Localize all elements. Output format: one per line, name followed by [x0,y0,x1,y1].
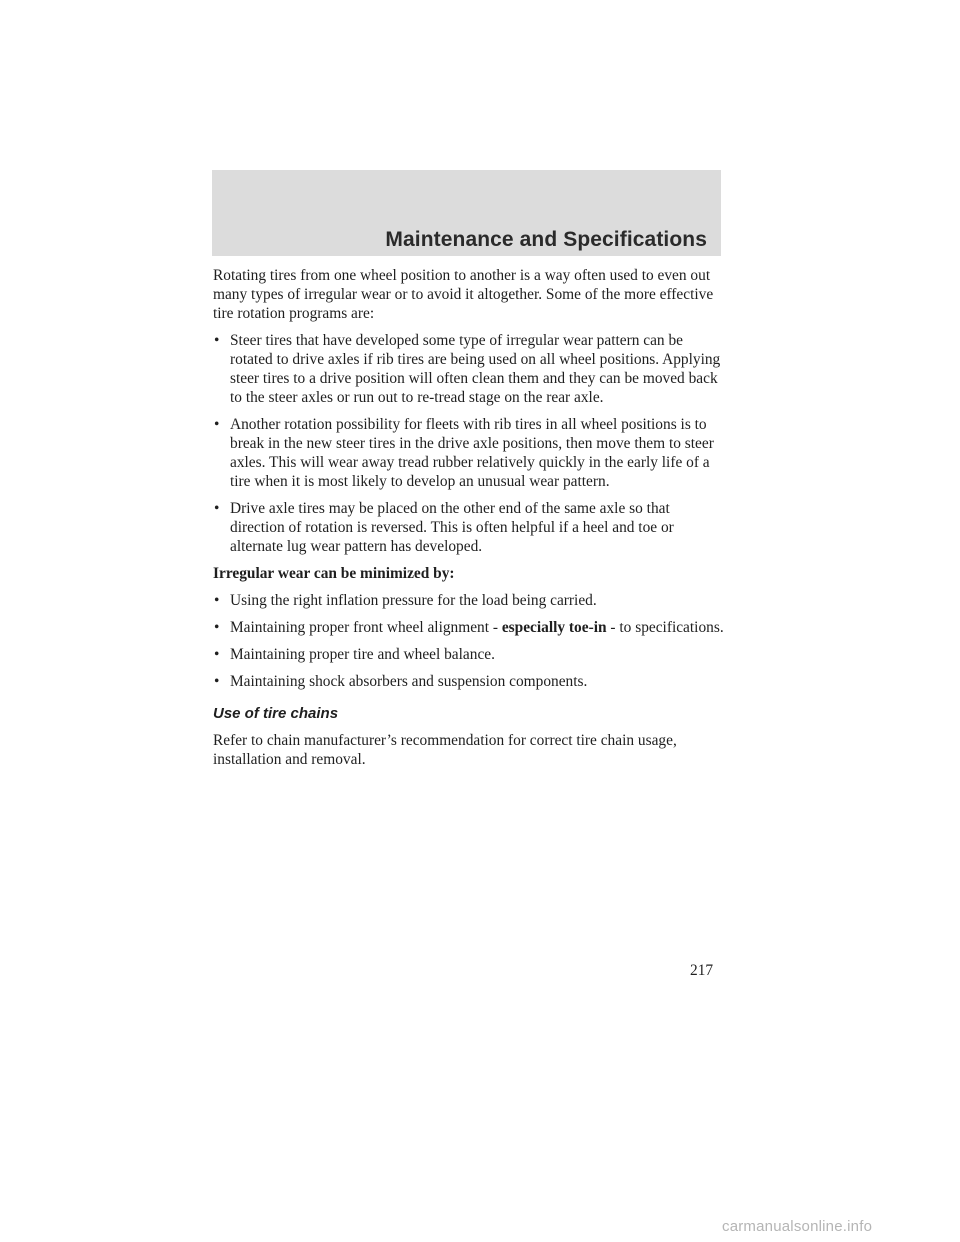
list-item-text: - to specifications. [606,619,724,636]
page-content [213,266,725,777]
list-item-text: Using the right inflation pressure for the load being carried. [230,592,597,609]
rotation-programs-list [213,331,725,556]
list-item [213,645,725,664]
list-item-text: Steer tires that have developed some type of irregular wear pattern can be rotated to drive axles if rib tires are being used on all wheel positions. Applying steer tires to a drive position will often clean them and they can be moved back to the steer axles or run out to re-tread stage on the rear axle. [230,332,721,406]
list-item [213,499,725,556]
bullet-icon: • [214,592,220,609]
list-item-text: Another rotation possibility for fleets with rib tires in all wheel positions is to break in the new steer tires in the drive axle positions, then move them to steer axles. This will wear away tread rubber relatively quickly in the early life of a tire when it is most likely to develop an unusual wear pattern. [230,416,714,490]
list-item-text: Maintaining shock absorbers and suspension components. [230,673,588,690]
bullet-icon: • [214,619,220,636]
list-item-text: Drive axle tires may be placed on the other end of the same axle so that direction of rotation is reversed. This is often helpful if a heel and toe or alternate lug wear pattern has developed. [230,500,674,555]
tire-chains-paragraph: Refer to chain manufacturer’s recommendation for correct tire chain usage, installation and removal. [213,732,677,768]
section-header-band [212,170,721,256]
bullet-icon: • [214,646,220,663]
list-item-text: Maintaining proper tire and wheel balance. [230,646,495,663]
list-item [213,591,725,610]
bullet-icon: • [214,500,220,517]
list-item-text: Maintaining proper front wheel alignment - [230,619,502,636]
minimize-heading: Irregular wear can be minimized by: [213,565,455,582]
watermark: carmanualsonline.info [722,1218,873,1235]
list-item [213,672,725,691]
section-title: Maintenance and Specifications [385,228,707,251]
intro-paragraph: Rotating tires from one wheel position to another is a way often used to even out many types of irregular wear or to avoid it altogether. Some of the more effective tire rotation programs are: [213,267,714,322]
list-item [213,415,725,491]
page-number: 217 [690,962,714,979]
list-item [213,331,725,407]
bullet-icon: • [214,416,220,433]
tire-chains-heading: Use of tire chains [213,705,339,722]
bullet-icon: • [214,332,220,349]
bullet-icon: • [214,673,220,690]
list-item [213,618,725,637]
emphasis-text: especially toe-in [501,619,607,636]
minimize-list [213,591,725,691]
